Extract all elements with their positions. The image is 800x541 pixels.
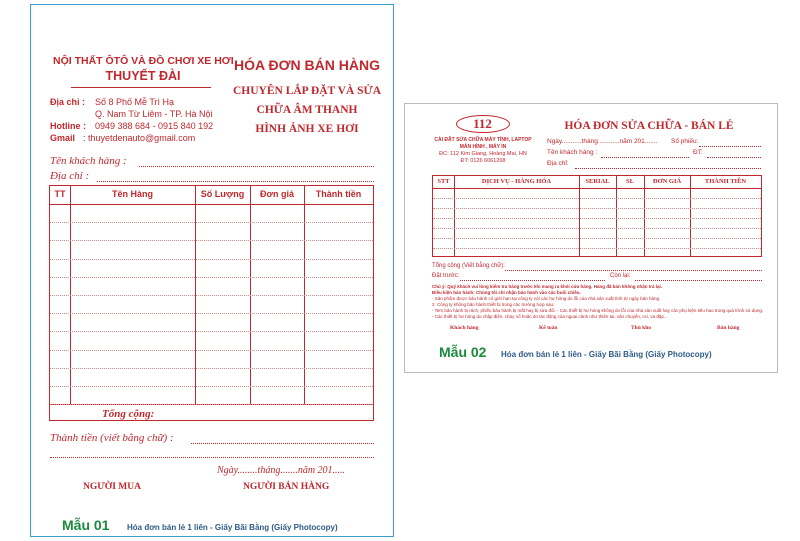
caption-main-2: Mẫu 02 bbox=[439, 344, 487, 360]
gmail-label: Gmail bbox=[50, 133, 76, 143]
table-row-line bbox=[50, 331, 373, 332]
customer-label: Tên khách hàng : bbox=[50, 155, 127, 167]
seller-signature-label: NGƯỜI BÁN HÀNG bbox=[243, 482, 330, 492]
deposit-line bbox=[460, 280, 605, 281]
caption-sub: Hóa đơn bán lẻ 1 liên - Giấy Bãi Bằng (Giấy Photocopy) bbox=[127, 523, 338, 532]
table-header-rule bbox=[50, 204, 373, 205]
table-row-line bbox=[50, 277, 373, 278]
date-field: Ngày...........tháng............năm 201....... bbox=[547, 138, 658, 145]
table-row-line bbox=[50, 259, 373, 260]
t2-col-divider-5 bbox=[690, 176, 691, 256]
gmail-value: : thuyetdenauto@gmail.com bbox=[83, 133, 196, 143]
customer-label-2: Tên khách hàng : bbox=[547, 149, 598, 156]
t2-col-header-stt: STT bbox=[437, 178, 450, 185]
total-label: Tổng cộng: bbox=[102, 408, 155, 420]
note-line-3: - Sản phẩm được bảo hành có giới hạn tại công ty với các hư hỏng do lỗi của nhà sản xuất tính từ ngày bán hàng. bbox=[432, 296, 661, 301]
subtitle-line-1: CHUYÊN LẮP ĐẶT VÀ SỬA bbox=[232, 85, 382, 97]
t2-col-header-price: ĐƠN GIÁ bbox=[652, 178, 682, 185]
table2-header-rule bbox=[433, 188, 761, 189]
amount-words-line bbox=[191, 443, 374, 444]
col-header-item: Tên Hàng bbox=[111, 189, 153, 199]
col-header-price: Đơn giá bbox=[260, 189, 294, 199]
table-row-line bbox=[50, 222, 373, 223]
shop-brand: THUYẾT ĐÀI bbox=[105, 69, 181, 83]
table2-row-line bbox=[433, 248, 761, 249]
shop-name: NỘI THẤT ÔTÔ VÀ ĐỒ CHƠI XE HƠI bbox=[53, 55, 234, 67]
address-line-1: Số 8 Phố Mễ Trì Hạ bbox=[95, 97, 175, 107]
logo-text: 112 bbox=[473, 116, 492, 131]
table-row-line bbox=[50, 386, 373, 387]
table-row-line bbox=[50, 350, 373, 351]
address-label-2: Địa chỉ: bbox=[547, 160, 569, 167]
caption-sub-2: Hóa đơn bán lẻ 1 liên - Giấy Bãi Bằng (Giấy Photocopy) bbox=[501, 350, 712, 359]
remaining-line bbox=[635, 280, 762, 281]
remaining-label: Còn lại: bbox=[610, 273, 631, 279]
address-line-2: Q. Nam Từ Liêm - TP. Hà Nội bbox=[95, 109, 213, 119]
sig-warehouse: Thủ kho bbox=[631, 325, 652, 331]
t2-col-divider-2 bbox=[579, 176, 580, 256]
t2-col-divider-3 bbox=[616, 176, 617, 256]
note-line-5: - Tem bảo hành bị rách, phiếu bảo hành bị mất hay bị sửa đổi. - Các thiết bị hư hỏng không do lỗi của nhà sản xuất hay các phụ kiện tiêu hao trong quá trình sử dụng. bbox=[432, 308, 764, 313]
total-words-line bbox=[505, 270, 762, 271]
table-row-line bbox=[50, 404, 373, 405]
table-row-line bbox=[50, 240, 373, 241]
date-line: Ngày........tháng.......năm 201..... bbox=[217, 465, 346, 476]
customer-line-2 bbox=[601, 157, 689, 158]
amount-words-line-2 bbox=[50, 457, 374, 458]
invoice-title-2: HÓA ĐƠN SỬA CHỮA - BÁN LẺ bbox=[564, 120, 734, 132]
t2-col-header-serial: SERIAL bbox=[585, 178, 610, 185]
customer-field-line bbox=[139, 166, 374, 167]
t2-col-header-qty: SL bbox=[626, 178, 634, 185]
caption-main: Mẫu 01 bbox=[62, 517, 110, 533]
shop-address: ĐC: 112 Kim Giang, Hoàng Mai, HN bbox=[439, 151, 527, 157]
invoice-title: HÓA ĐƠN BÁN HÀNG bbox=[234, 57, 380, 73]
invoice-form-2 bbox=[404, 103, 778, 373]
address-label: Địa chỉ : bbox=[50, 97, 86, 107]
hotline-value: 0949 388 684 - 0915 840 192 bbox=[95, 121, 214, 131]
table2-row-line bbox=[433, 218, 761, 219]
customer-address-line bbox=[97, 181, 374, 182]
subtitle-line-2: CHỮA ÂM THANH bbox=[256, 104, 358, 116]
shop-line-1: CÀI ĐẶT SỬA CHỮA MÁY TÍNH, LAPTOP bbox=[434, 137, 532, 143]
phone-line bbox=[707, 157, 761, 158]
items-table bbox=[49, 185, 374, 421]
buyer-signature-label: NGƯỜI MUA bbox=[83, 482, 141, 492]
shop-line-2: MÀN HÌNH , MÁY IN bbox=[459, 144, 507, 150]
shop-phone: ĐT: 0126 6061268 bbox=[460, 158, 506, 164]
table2-row-line bbox=[433, 238, 761, 239]
note-line-4: 2. Công ty không bảo hành thiết bị trong các trường hợp sau: bbox=[432, 302, 555, 307]
subtitle-line-3: HÌNH ẢNH XE HƠI bbox=[255, 123, 359, 135]
t2-col-divider-4 bbox=[644, 176, 645, 256]
address-line-2 bbox=[575, 168, 761, 169]
table2-row-line bbox=[433, 228, 761, 229]
deposit-label: Đặt trước: bbox=[432, 273, 460, 279]
table-row-line bbox=[50, 295, 373, 296]
invoice-form-1 bbox=[30, 4, 394, 537]
table-row-line bbox=[50, 313, 373, 314]
note-line-6: - Các thiết bị hư hỏng do chập điện, cháy nổ hoặc do tác động của ngoại cảnh như thiên tai, vận chuyển, rơi, va đập... bbox=[432, 314, 668, 319]
note-line-2: Điều kiện bảo hành: Chúng tôi chỉ nhận bảo hành vào các buổi chiều. bbox=[432, 290, 581, 295]
customer-address-label: Địa chỉ : bbox=[50, 170, 90, 182]
shop-logo-icon bbox=[456, 115, 510, 133]
table2-row-line bbox=[433, 198, 761, 199]
col-header-amount: Thành tiền bbox=[315, 189, 362, 199]
table-row-line bbox=[50, 368, 373, 369]
header-rule bbox=[71, 87, 211, 88]
sig-customer: Khách hàng bbox=[450, 325, 479, 331]
items-table-2 bbox=[432, 175, 762, 257]
t2-col-header-service: DỊCH VỤ - HÀNG HÓA bbox=[481, 178, 552, 185]
col-header-qty: Số Lượng bbox=[200, 189, 245, 199]
col-header-tt: TT bbox=[54, 189, 66, 199]
note-line-1: Chú ý: Quý khách vui lòng kiểm tra hàng trước khi mang ra khỏi cửa hàng. Hàng đã bán không nhận trả lại. bbox=[432, 284, 663, 289]
hotline-label: Hotline : bbox=[50, 121, 86, 131]
sig-accountant: Kế toán bbox=[539, 325, 558, 331]
phone-label: ĐT: bbox=[693, 149, 703, 156]
t2-col-divider-1 bbox=[454, 176, 455, 256]
amount-words-label: Thành tiền (viết bằng chữ) : bbox=[50, 432, 174, 444]
sig-seller: Bán hàng bbox=[717, 325, 740, 331]
receipt-no-line bbox=[699, 146, 761, 147]
t2-col-header-amount: THÀNH TIỀN bbox=[704, 178, 747, 185]
table2-row-line bbox=[433, 208, 761, 209]
total-words-label: Tổng cộng (Viết bằng chữ): bbox=[432, 263, 505, 269]
receipt-no-label: Số phiếu: bbox=[671, 138, 699, 145]
